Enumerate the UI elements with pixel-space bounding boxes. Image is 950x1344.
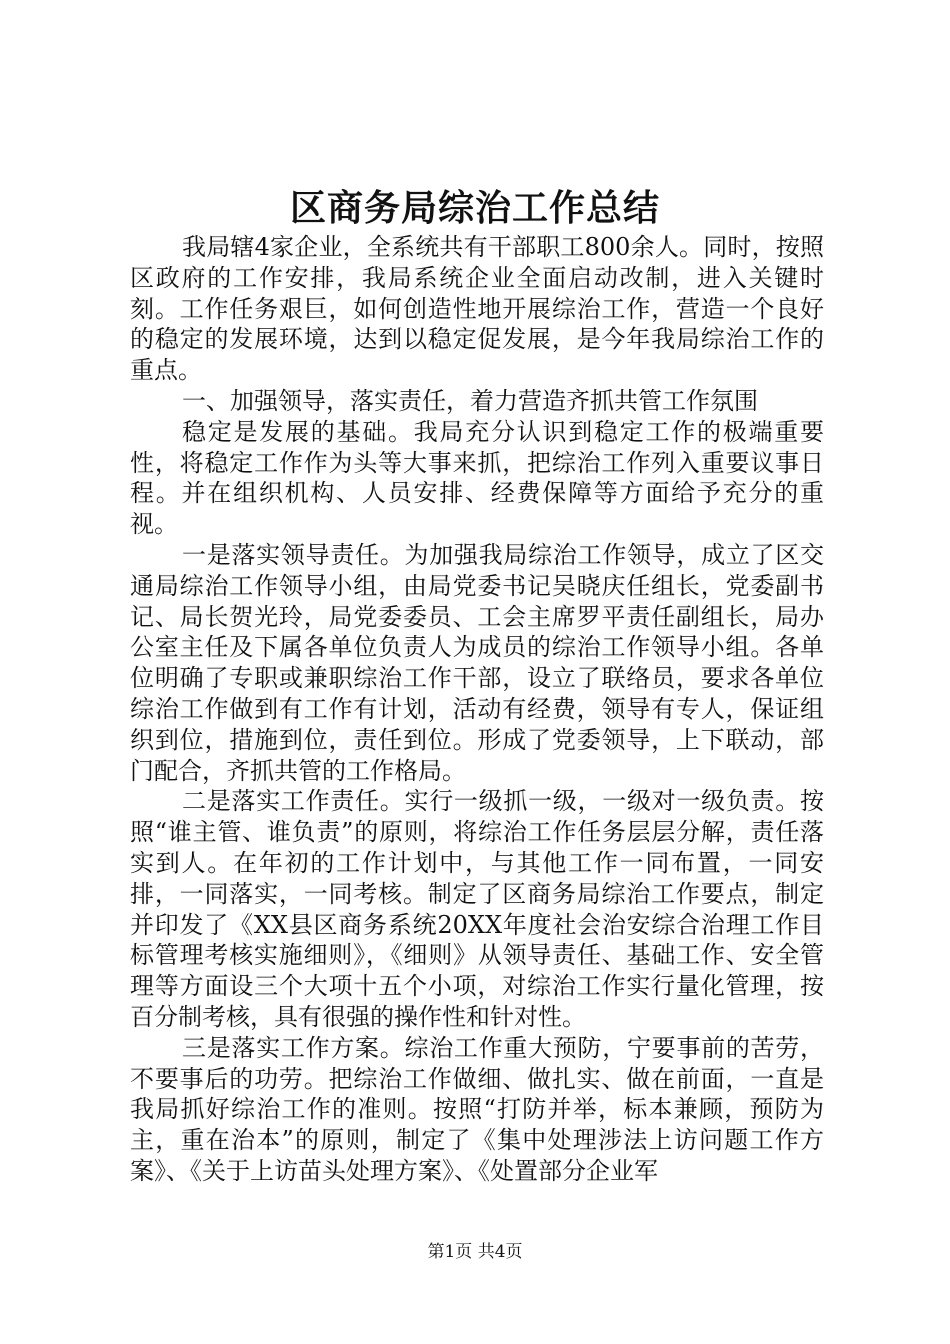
- body-paragraph: 稳定是发展的基础。我局充分认识到稳定工作的极端重要性，将稳定工作作为头等大事来抓，把综治工作列入重要议事日程。并在组织机构、人员安排、经费保障等方面给予充分的重视。: [130, 417, 824, 539]
- document-body: [130, 232, 824, 1187]
- document-title: 区商务局综治工作总结: [289, 187, 660, 229]
- body-paragraph: 一是落实领导责任。为加强我局综治工作领导，成立了区交通局综治工作领导小组，由局党委书记吴晓庆任组长，党委副书记、局长贺光玲，局党委委员、工会主席罗平责任副组长，局办公室主任及下属各单位负责人为成员的综治工作领导小组。各单位明确了专职或兼职综治工作干部，设立了联络员，要求各单位综治工作做到有工作有计划，活动有经费，领导有专人，保证组织到位，措施到位，责任到位。形成了党委领导，上下联动，部门配合，齐抓共管的工作格局。: [130, 540, 824, 785]
- section-heading-1: 一、加强领导，落实责任，着力营造齐抓共管工作氛围: [182, 386, 758, 415]
- body-paragraph: 二是落实工作责任。实行一级抓一级，一级对一级负责。按照“谁主管、谁负责”的原则，将综治工作任务层层分解，责任落实到人。在年初的工作计划中，与其他工作一同布置，一同安排，一同落实，一同考核。制定了区商务局综治工作要点，制定并印发了《XX县区商务系统20XX年度社会治安综合治理工作目标管理考核实施细则》，《细则》从领导责任、基础工作、安全管理等方面设三个大项十五个小项，对综治工作实行量化管理，按百分制考核，具有很强的操作性和针对性。: [130, 787, 824, 1031]
- page-number-footer: 第1页 共4页: [427, 1242, 523, 1262]
- body-paragraph: 三是落实工作方案。综治工作重大预防，宁要事前的苦劳，不要事后的功劳。把综治工作做细、做扎实、做在前面，一直是我局抓好综治工作的准则。按照“打防并举，标本兼顾，预防为主，重在治本”的原则，制定了《集中处理涉法上访问题工作方案》、《关于上访苗头处理方案》、《处置部分企业军: [130, 1033, 824, 1185]
- intro-paragraph: 我局辖4家企业，全系统共有干部职工800余人。同时，按照区政府的工作安排，我局系统企业全面启动改制，进入关键时刻。工作任务艰巨，如何创造性地开展综治工作，营造一个良好的稳定的发展环境，达到以稳定促发展，是今年我局综治工作的重点。: [130, 233, 824, 385]
